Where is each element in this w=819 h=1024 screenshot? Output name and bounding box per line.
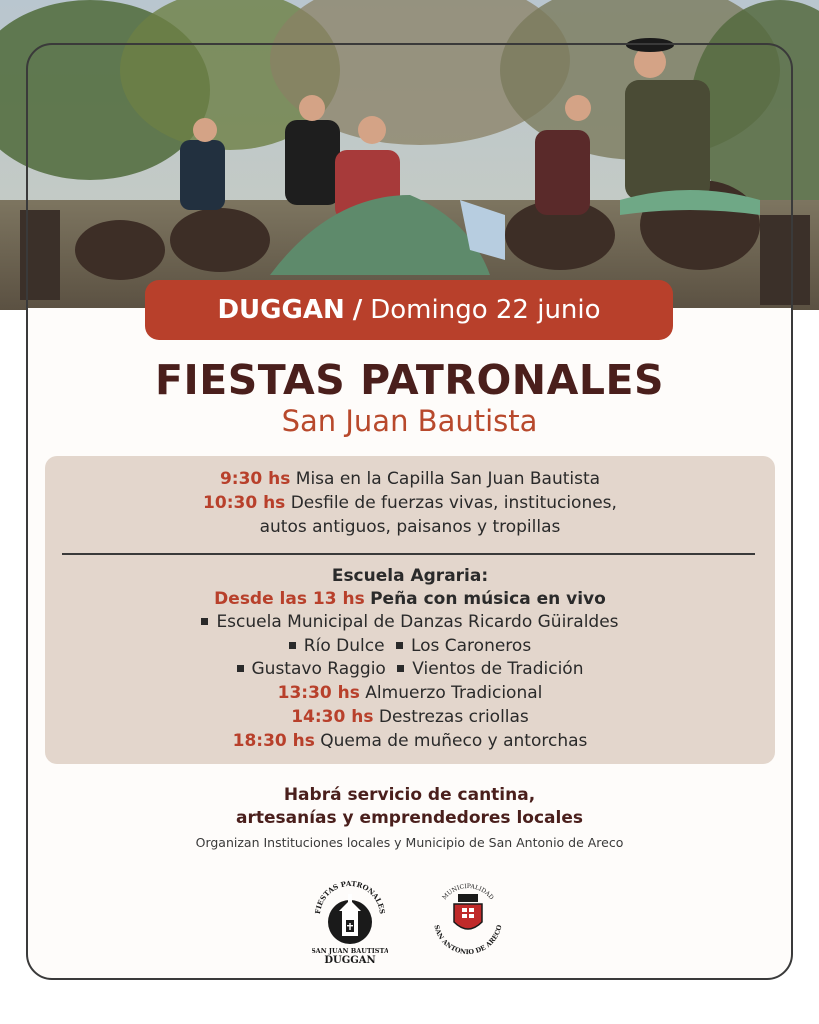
program-panel (45, 456, 775, 764)
municipalidad-logo (426, 880, 510, 964)
logo-left-line1: SAN JUAN BAUTISTA (312, 947, 388, 955)
banner-separator: / (352, 295, 363, 325)
program-time: Desde las 13 hs (214, 589, 365, 609)
program-text: Desfile de fuerzas vivas, instituciones, (290, 493, 617, 513)
program-act-row-1 (45, 612, 775, 632)
program-text: Quema de muñeco y antorchas (320, 731, 588, 751)
program-item-pena (45, 589, 775, 609)
program-time: 18:30 hs (232, 731, 315, 751)
event-title: FIESTAS PATRONALES (154, 356, 665, 404)
program-item-misa (45, 469, 775, 489)
program-time: 13:30 hs (277, 683, 360, 703)
bullet-square-icon (397, 665, 404, 672)
logo-left-line2: DUGGAN (324, 955, 376, 965)
program-item-desfile (45, 493, 775, 513)
bullet-square-icon (237, 665, 244, 672)
program-time: 14:30 hs (291, 707, 374, 727)
logo-arc-text: FIESTAS PATRONALES (313, 880, 387, 915)
act-name: Escuela Municipal de Danzas Ricardo Güiraldes (216, 612, 619, 632)
event-subtitle: San Juan Bautista (281, 404, 538, 438)
program-text: Peña con música en vivo (370, 589, 606, 609)
bullet-square-icon (201, 618, 208, 625)
program-item-desfile-cont: autos antiguos, paisanos y tropillas (259, 517, 561, 537)
chapel-emblem-icon (312, 880, 388, 965)
program-divider (62, 553, 755, 555)
date-banner (145, 280, 673, 340)
coat-of-arms-icon (426, 880, 510, 960)
bullet-square-icon (289, 642, 296, 649)
program-act-row-2 (45, 636, 775, 656)
act-name: Gustavo Raggio (251, 659, 386, 679)
program-item-quema (45, 731, 775, 751)
program-time: 10:30 hs (203, 493, 286, 513)
organizers-note: Organizan Instituciones locales y Municipio de San Antonio de Areco (195, 835, 624, 850)
program-text: Almuerzo Tradicional (365, 683, 543, 703)
logo-right-bottom-text: SAN ANTONIO DE ARECO (432, 924, 504, 957)
cantina-line-1: Habrá servicio de cantina, (283, 785, 536, 805)
program-venue: Escuela Agraria: (331, 566, 489, 586)
cantina-line-2: artesanías y emprendedores locales (236, 808, 583, 828)
act-name: Río Dulce (303, 636, 385, 656)
fiestas-patronales-logo (312, 880, 388, 969)
act-name: Los Caroneros (410, 636, 532, 656)
banner-place: DUGGAN (217, 295, 345, 325)
program-item-almuerzo (45, 683, 775, 703)
bullet-square-icon (396, 642, 403, 649)
program-time: 9:30 hs (219, 469, 291, 489)
act-name: Vientos de Tradición (412, 659, 584, 679)
banner-date: Domingo 22 junio (370, 295, 601, 325)
program-act-row-3 (45, 659, 775, 679)
program-item-destrezas (45, 707, 775, 727)
logo-right-top-text: MUNICIPALIDAD (441, 882, 495, 902)
program-text: Destrezas criollas (378, 707, 529, 727)
program-text: Misa en la Capilla San Juan Bautista (295, 469, 601, 489)
